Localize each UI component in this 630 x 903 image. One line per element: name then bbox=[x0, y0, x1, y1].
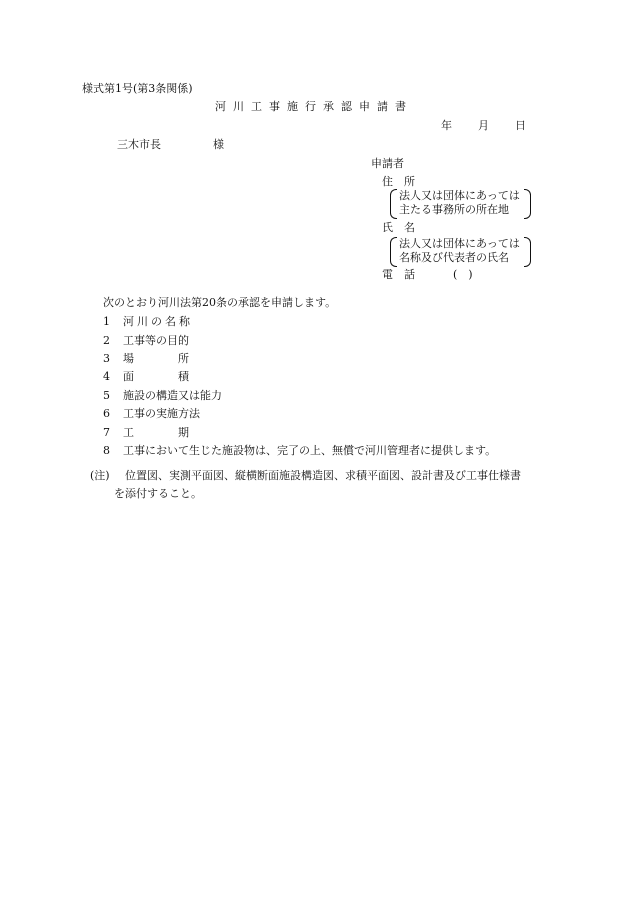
phone-line bbox=[382, 268, 473, 282]
list-item bbox=[103, 334, 189, 348]
item-number: 8 bbox=[103, 444, 110, 457]
note-text: 位置図、実測平面図、縦横断面施設構造図、求積平面図、設計書及び工事仕様書 bbox=[125, 469, 521, 482]
date-line bbox=[441, 119, 526, 133]
item-text: 工事の実施方法 bbox=[123, 407, 200, 420]
left-bracket bbox=[390, 189, 397, 219]
list-item bbox=[103, 315, 193, 329]
address-label: 住 所 bbox=[382, 175, 415, 188]
date-day-label: 日 bbox=[515, 119, 526, 132]
item-text: 施設の構造又は能力 bbox=[123, 389, 222, 402]
phone-label: 電 話 bbox=[382, 268, 415, 281]
name-label: 氏 名 bbox=[382, 221, 415, 234]
name-note-line: 法人又は団体にあっては bbox=[399, 237, 520, 250]
right-bracket bbox=[524, 189, 531, 219]
applicant-label: 申請者 bbox=[371, 157, 404, 170]
item-number: 6 bbox=[103, 407, 110, 420]
list-item bbox=[103, 370, 189, 384]
item-number: 7 bbox=[103, 426, 110, 439]
list-item bbox=[103, 352, 189, 366]
name-note-line: 名称及び代表者の氏名 bbox=[399, 251, 509, 264]
phone-parens: ( ) bbox=[453, 268, 473, 281]
addressee bbox=[117, 138, 224, 152]
list-item bbox=[103, 444, 496, 458]
right-bracket bbox=[524, 237, 531, 267]
item-number: 1 bbox=[103, 315, 110, 328]
note-text: を添付すること。 bbox=[114, 487, 202, 500]
list-item bbox=[103, 407, 200, 421]
item-text: 河川の名称 bbox=[123, 315, 193, 328]
item-number: 3 bbox=[103, 352, 110, 365]
list-item bbox=[103, 426, 189, 440]
note-tag: (注) bbox=[90, 469, 110, 482]
honorific: 様 bbox=[213, 138, 224, 151]
address-note bbox=[390, 189, 531, 219]
addressee-name: 三木市長 bbox=[117, 138, 161, 151]
item-number: 2 bbox=[103, 334, 110, 347]
item-text: 工事等の目的 bbox=[123, 334, 189, 347]
item-text: 工 期 bbox=[123, 426, 189, 439]
left-bracket bbox=[390, 237, 397, 267]
list-item bbox=[103, 389, 222, 403]
form-number: 様式第1号(第3条関係) bbox=[82, 82, 193, 95]
date-month-label: 月 bbox=[478, 119, 489, 132]
item-text: 面 積 bbox=[123, 370, 189, 383]
address-note-line: 主たる事務所の所在地 bbox=[399, 203, 509, 216]
name-note bbox=[390, 237, 531, 267]
item-number: 5 bbox=[103, 389, 110, 402]
date-year-label: 年 bbox=[441, 119, 452, 132]
item-number: 4 bbox=[103, 370, 110, 383]
document-title: 河川工事施行承認申請書 bbox=[215, 100, 413, 113]
item-text: 場 所 bbox=[123, 352, 189, 365]
address-note-line: 法人又は団体にあっては bbox=[399, 189, 520, 202]
item-text: 工事において生じた施設物は、完了の上、無償で河川管理者に提供します。 bbox=[123, 444, 497, 457]
intro-sentence: 次のとおり河川法第20条の承認を申請します。 bbox=[103, 296, 337, 309]
